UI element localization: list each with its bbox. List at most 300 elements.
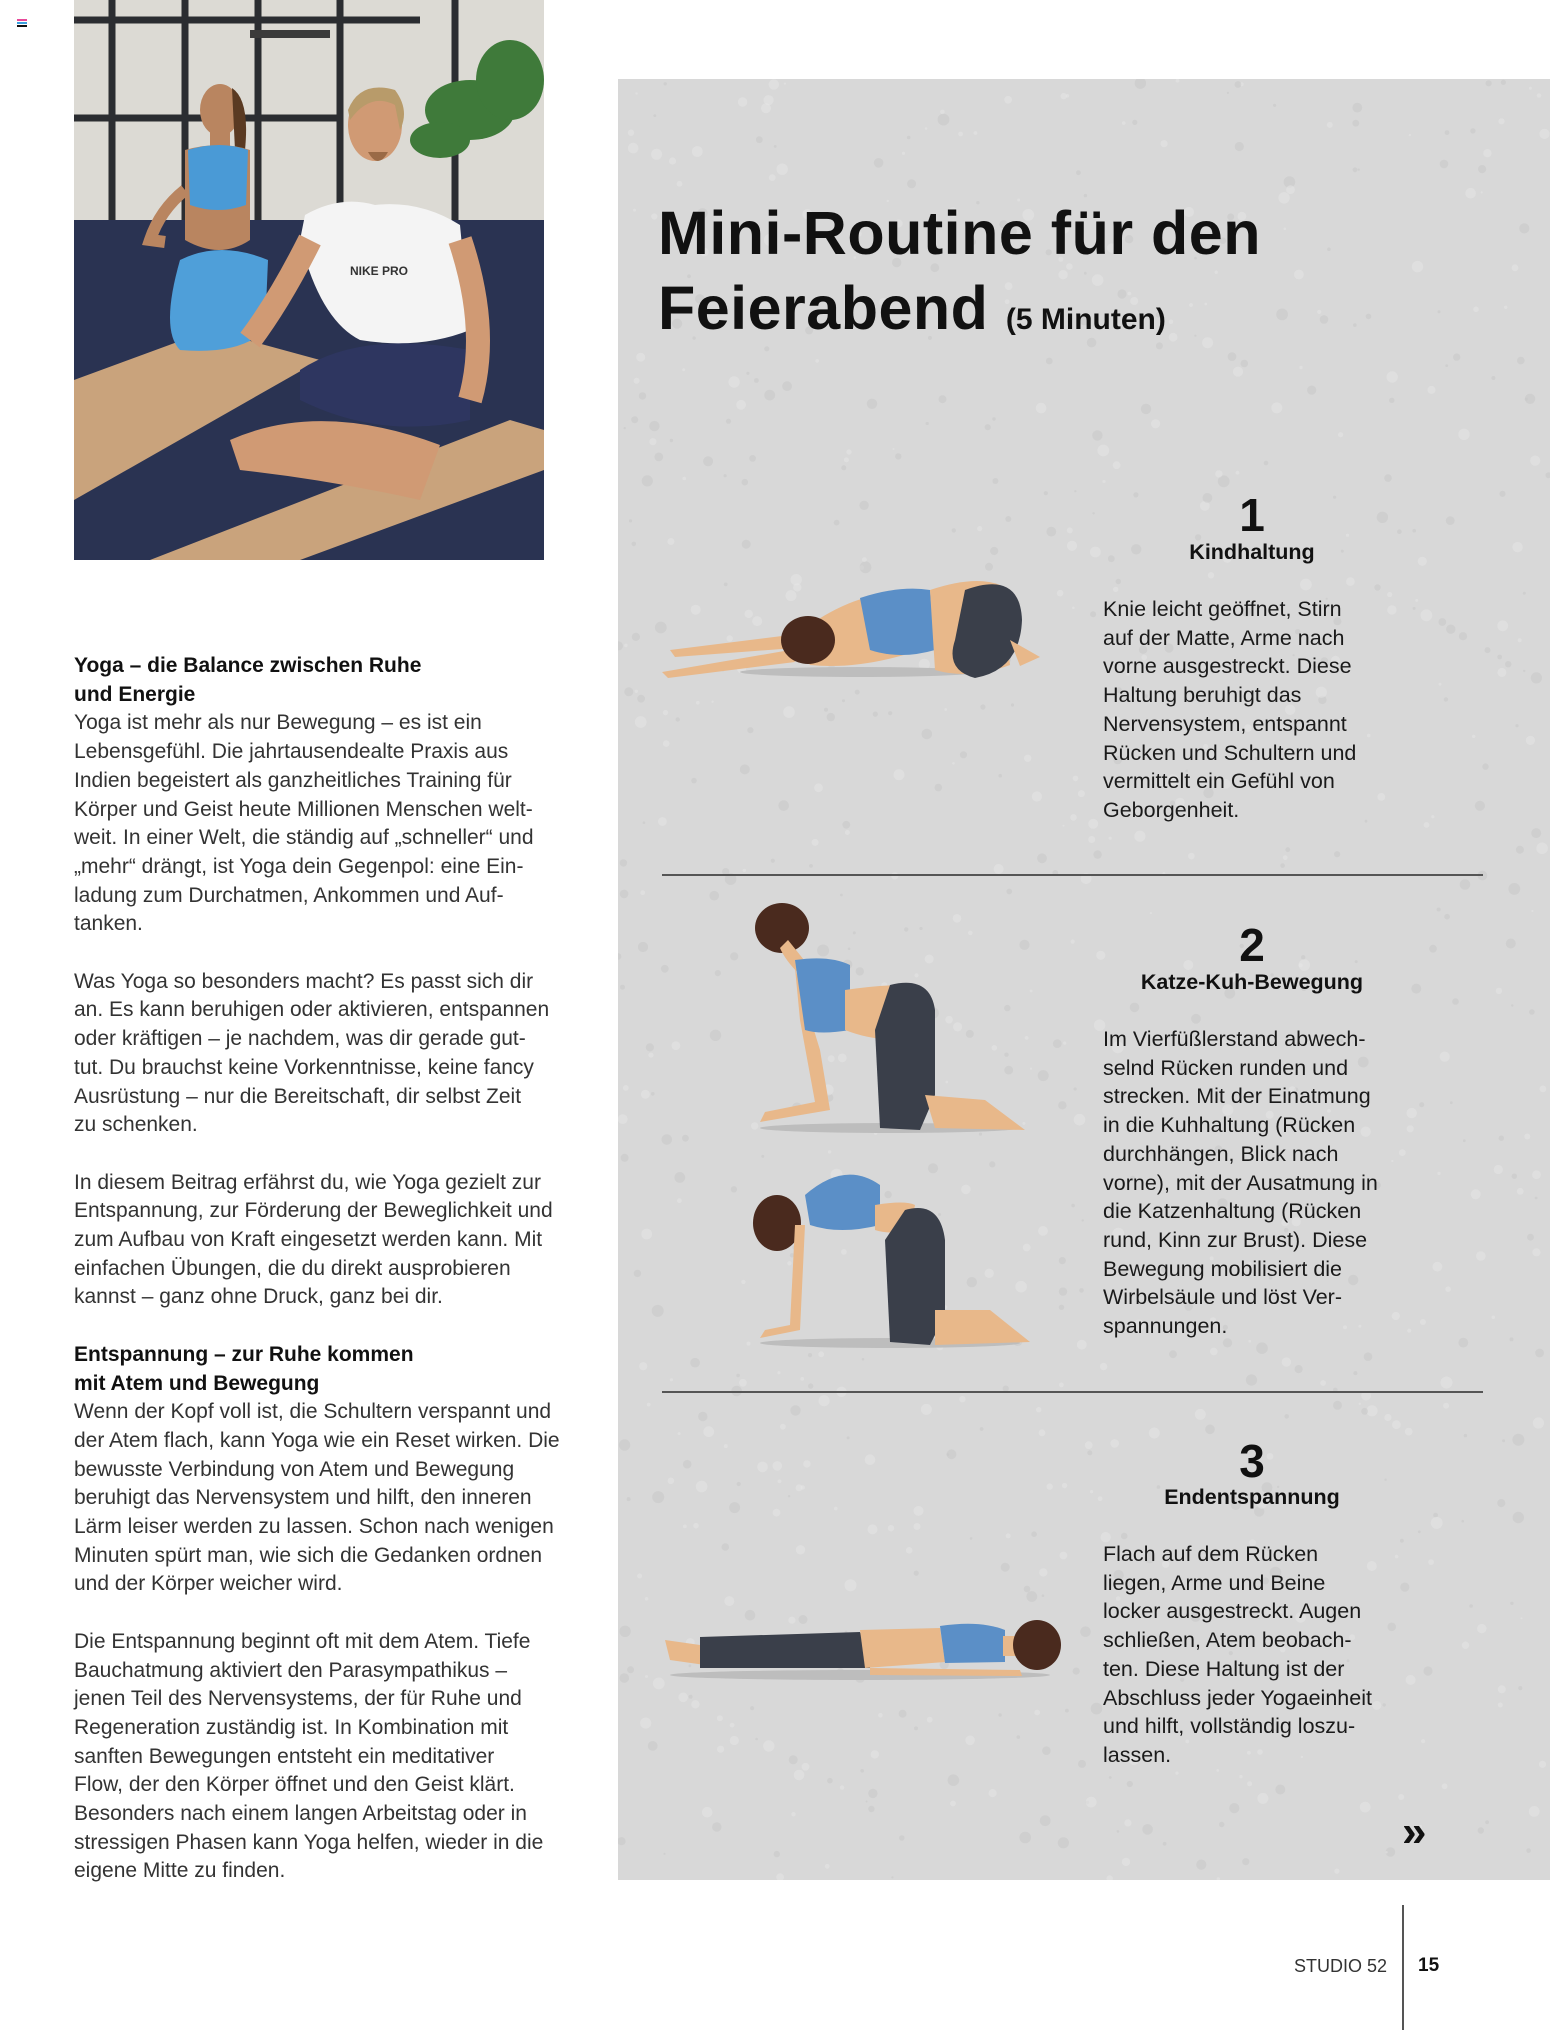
texture-speck: [774, 145, 777, 148]
texture-speck: [1067, 541, 1077, 551]
texture-speck: [678, 1693, 688, 1703]
next-page-chevron-icon[interactable]: »: [1402, 1807, 1427, 1856]
texture-speck: [1235, 142, 1244, 151]
texture-speck: [992, 478, 998, 484]
texture-speck: [730, 952, 738, 960]
texture-speck: [1418, 557, 1427, 566]
texture-speck: [1116, 579, 1121, 584]
texture-speck: [618, 1114, 628, 1124]
texture-speck: [1327, 247, 1331, 251]
text-line: In diesem Beitrag erfährst du, wie Yoga gezielt zur: [74, 1170, 541, 1194]
texture-speck: [968, 931, 973, 936]
texture-speck: [948, 1774, 960, 1786]
texture-speck: [709, 891, 719, 901]
texture-speck: [1100, 1363, 1107, 1370]
texture-speck: [752, 616, 762, 626]
text-line: selnd Rücken runden und: [1103, 1055, 1349, 1080]
texture-speck: [1241, 360, 1249, 368]
texture-speck: [1124, 1819, 1131, 1826]
texture-speck: [1498, 118, 1504, 124]
texture-speck: [1518, 638, 1522, 642]
texture-speck: [663, 740, 670, 747]
texture-speck: [980, 1427, 984, 1431]
texture-speck: [1361, 1408, 1368, 1415]
texture-speck: [783, 706, 795, 718]
text-line: bewusste Verbindung von Atem und Bewegung: [74, 1457, 515, 1481]
texture-speck: [1022, 1122, 1025, 1125]
texture-speck: [853, 931, 856, 934]
texture-speck: [722, 669, 725, 672]
texture-speck: [1034, 1710, 1040, 1716]
texture-speck: [834, 645, 837, 648]
texture-speck: [1395, 1555, 1399, 1559]
texture-speck: [985, 563, 993, 571]
text-line: Yoga ist mehr als nur Bewegung – es ist ein: [74, 711, 482, 735]
texture-speck: [1113, 587, 1118, 592]
texture-speck: [683, 477, 687, 481]
texture-speck: [1219, 1822, 1224, 1827]
texture-speck: [747, 727, 753, 733]
texture-speck: [778, 1479, 782, 1483]
texture-speck: [1078, 1760, 1086, 1768]
paragraph: [74, 968, 554, 1140]
texture-speck: [809, 864, 813, 868]
texture-speck: [633, 209, 636, 212]
texture-speck: [980, 704, 985, 709]
text-line: Regeneration zuständig ist. In Kombination mit: [74, 1715, 509, 1739]
text-line: eigene Mitte zu finden.: [74, 1859, 286, 1883]
texture-speck: [925, 955, 934, 964]
texture-speck: [1374, 584, 1380, 590]
texture-speck: [1444, 697, 1448, 701]
texture-speck: [628, 130, 634, 136]
texture-speck: [815, 359, 819, 363]
texture-speck: [620, 1673, 630, 1683]
texture-speck: [1004, 96, 1012, 104]
texture-speck: [1469, 1604, 1473, 1608]
texture-speck: [740, 764, 750, 774]
step-1-number: 1: [1239, 489, 1265, 541]
texture-speck: [899, 1835, 905, 1841]
texture-speck: [642, 475, 653, 486]
texture-speck: [1473, 307, 1479, 313]
texture-speck: [927, 1717, 933, 1723]
text-line: Flow, der den Körper öffnet und den Geist klärt.: [74, 1773, 515, 1797]
texture-speck: [690, 1358, 700, 1368]
texture-speck: [1462, 1642, 1469, 1649]
texture-speck: [1372, 1701, 1381, 1710]
texture-speck: [1090, 1490, 1093, 1493]
texture-speck: [639, 1362, 647, 1370]
texture-speck: [1510, 1337, 1514, 1341]
texture-speck: [1059, 1305, 1064, 1310]
texture-speck: [1389, 398, 1394, 403]
texture-speck: [777, 164, 788, 175]
texture-speck: [724, 1444, 728, 1448]
texture-speck: [1215, 470, 1222, 477]
texture-speck: [983, 1649, 992, 1658]
texture-speck: [1227, 92, 1229, 94]
texture-speck: [781, 1641, 788, 1648]
texture-speck: [1134, 831, 1145, 842]
texture-speck: [689, 1695, 693, 1699]
texture-speck: [855, 690, 860, 695]
texture-speck: [1135, 79, 1146, 89]
texture-speck: [1464, 1434, 1467, 1437]
texture-speck: [1024, 1586, 1031, 1593]
texture-speck: [1032, 791, 1042, 801]
texture-speck: [1090, 611, 1096, 617]
texture-speck: [627, 1497, 631, 1501]
texture-speck: [1421, 1739, 1425, 1743]
texture-speck: [1004, 1066, 1013, 1075]
texture-speck: [1286, 185, 1295, 194]
texture-speck: [1283, 855, 1288, 860]
section-heading-yoga-balance: [74, 652, 554, 709]
texture-speck: [1151, 419, 1160, 428]
texture-speck: [636, 353, 645, 362]
texture-speck: [668, 1647, 678, 1657]
texture-speck: [624, 427, 626, 429]
texture-speck: [1001, 1563, 1010, 1572]
texture-speck: [1320, 315, 1329, 324]
texture-speck: [945, 1016, 953, 1024]
text-line: Ausrüstung – nur die Bereitschaft, dir selbst Zeit: [74, 1084, 522, 1108]
text-line: sanften Bewegungen entsteht ein meditativer: [74, 1744, 495, 1768]
texture-speck: [691, 1700, 699, 1708]
texture-speck: [682, 1135, 689, 1142]
texture-speck: [940, 110, 945, 115]
texture-speck: [1001, 654, 1011, 664]
texture-speck: [1046, 358, 1053, 365]
texture-speck: [745, 1610, 756, 1621]
texture-speck: [841, 1249, 847, 1255]
texture-speck: [648, 1741, 658, 1751]
text-line: stressigen Phasen kann Yoga helfen, wieder in die: [74, 1830, 544, 1854]
texture-speck: [1499, 491, 1505, 497]
text-line: vermittelt ein Gefühl von: [1103, 769, 1335, 794]
texture-speck: [1387, 371, 1398, 382]
texture-speck: [1247, 1781, 1252, 1786]
text-line: einfachen Übungen, die du direkt ausprobieren: [74, 1256, 511, 1280]
texture-speck: [1407, 1329, 1411, 1333]
texture-speck: [1061, 93, 1067, 99]
texture-speck: [761, 1155, 764, 1158]
texture-speck: [1196, 1860, 1206, 1870]
text-line: rund, Kinn zur Brust). Diese: [1103, 1227, 1368, 1252]
page-number: 15: [1418, 1955, 1440, 1976]
texture-speck: [724, 1596, 734, 1606]
texture-speck: [1271, 402, 1282, 413]
texture-speck: [1512, 264, 1519, 271]
texture-speck: [845, 1631, 848, 1634]
text-line: Haltung beruhigt das: [1103, 683, 1302, 708]
texture-speck: [1365, 820, 1368, 823]
texture-speck: [1047, 1483, 1053, 1489]
texture-speck: [682, 368, 685, 371]
texture-speck: [651, 1092, 655, 1096]
texture-speck: [1023, 1244, 1031, 1252]
texture-speck: [1042, 1746, 1051, 1755]
texture-speck: [1006, 1533, 1011, 1538]
texture-speck: [825, 1864, 830, 1869]
text-line: Rücken und Schultern und: [1103, 740, 1357, 765]
texture-speck: [1030, 990, 1033, 993]
texture-speck: [1521, 1617, 1523, 1619]
texture-speck: [1031, 1531, 1037, 1537]
texture-speck: [1284, 228, 1287, 231]
texture-speck: [1512, 542, 1522, 552]
texture-speck: [1217, 1877, 1220, 1880]
texture-speck: [868, 1524, 878, 1534]
texture-speck: [1059, 1257, 1066, 1264]
texture-speck: [1385, 1851, 1387, 1853]
texture-speck: [1142, 1824, 1153, 1835]
texture-speck: [840, 894, 843, 897]
text-line: Minuten spürt man, wie sich die Gedanken ordnen: [74, 1543, 543, 1567]
texture-speck: [1087, 1450, 1092, 1455]
texture-speck: [1440, 160, 1449, 169]
text-line: durchhängen, Blick nach: [1103, 1141, 1339, 1166]
texture-speck: [756, 136, 763, 143]
texture-speck: [703, 1426, 714, 1437]
texture-speck: [703, 456, 713, 466]
texture-speck: [1280, 863, 1285, 868]
texture-speck: [1074, 1087, 1077, 1090]
texture-speck: [773, 1461, 783, 1471]
step-3-name: Endentspannung: [1164, 1485, 1340, 1509]
texture-speck: [1060, 1552, 1068, 1560]
texture-speck: [1458, 429, 1469, 440]
routine-title: [658, 196, 1261, 357]
texture-speck: [1294, 270, 1304, 280]
texture-speck: [1421, 609, 1433, 621]
texture-speck: [662, 1134, 673, 1145]
texture-speck: [737, 1482, 741, 1486]
texture-speck: [878, 1713, 883, 1718]
texture-speck: [802, 1763, 810, 1771]
texture-speck: [1327, 122, 1333, 128]
texture-speck: [627, 1666, 634, 1673]
texture-speck: [618, 1837, 626, 1845]
texture-speck: [1407, 1108, 1417, 1118]
texture-speck: [689, 1664, 692, 1667]
texture-speck: [1195, 1409, 1206, 1420]
texture-speck: [724, 474, 727, 477]
texture-speck: [940, 1660, 949, 1669]
texture-speck: [1046, 527, 1056, 537]
texture-speck: [710, 1030, 721, 1041]
text-line: Lebensgefühl. Die jahrtausendealte Praxis aus: [74, 740, 509, 764]
text-line: „mehr“ drängt, ist Yoga dein Gegenpol: eine Ein-: [74, 854, 524, 878]
texture-speck: [1428, 386, 1436, 394]
texture-speck: [1540, 1086, 1547, 1093]
text-line: an. Es kann beruhigen oder aktivieren, entspannen: [74, 998, 550, 1022]
texture-speck: [841, 465, 846, 470]
texture-speck: [919, 659, 930, 670]
text-line: liegen, Arme und Beine: [1103, 1570, 1326, 1595]
texture-speck: [1320, 1380, 1326, 1386]
texture-speck: [1080, 1626, 1091, 1637]
texture-speck: [874, 158, 884, 168]
texture-speck: [1475, 801, 1485, 811]
texture-speck: [1275, 1785, 1285, 1795]
texture-speck: [1333, 1401, 1342, 1410]
texture-speck: [778, 800, 789, 811]
texture-speck: [936, 1343, 944, 1351]
texture-speck: [1508, 883, 1520, 895]
texture-speck: [1013, 600, 1020, 607]
texture-speck: [620, 890, 629, 899]
paragraph: [74, 1169, 554, 1313]
texture-speck: [750, 1706, 754, 1710]
texture-speck: [751, 1213, 762, 1224]
texture-speck: [1191, 1014, 1201, 1024]
texture-speck: [799, 1615, 808, 1624]
texture-speck: [1491, 376, 1495, 380]
step-1-name: Kindhaltung: [1189, 540, 1315, 564]
texture-speck: [846, 449, 851, 454]
texture-speck: [1109, 837, 1112, 840]
texture-speck: [696, 701, 700, 705]
texture-speck: [730, 1723, 735, 1728]
texture-speck: [960, 751, 967, 758]
texture-speck: [1039, 1646, 1047, 1654]
text-line: Abschluss jeder Yogaeinheit: [1103, 1685, 1372, 1710]
texture-speck: [1428, 1559, 1434, 1565]
text-line: Wirbelsäule und löst Ver-: [1103, 1285, 1342, 1310]
texture-speck: [1091, 1703, 1103, 1715]
text-line: Im Vierfüßlerstand abwech-: [1103, 1027, 1366, 1051]
texture-speck: [1446, 516, 1455, 525]
texture-speck: [618, 953, 621, 960]
texture-speck: [884, 1191, 891, 1198]
texture-speck: [925, 127, 928, 130]
texture-speck: [730, 1736, 739, 1745]
texture-speck: [906, 1547, 913, 1554]
texture-speck: [1122, 1858, 1130, 1866]
texture-speck: [990, 547, 998, 555]
texture-speck: [1423, 1666, 1432, 1675]
texture-speck: [1242, 1858, 1249, 1865]
texture-speck: [908, 1262, 911, 1265]
texture-speck: [780, 1424, 786, 1430]
texture-speck: [1077, 1340, 1087, 1350]
texture-speck: [834, 1507, 838, 1511]
texture-speck: [1176, 79, 1180, 83]
texture-speck: [641, 1229, 652, 1240]
texture-speck: [737, 664, 746, 673]
texture-speck: [920, 1005, 923, 1008]
step-divider: [662, 1391, 1483, 1393]
texture-speck: [828, 1055, 835, 1062]
text-line: strecken. Mit der Einatmung: [1103, 1084, 1371, 1109]
paragraph: [74, 709, 554, 939]
texture-speck: [1004, 1053, 1008, 1057]
texture-speck: [664, 82, 667, 85]
texture-speck: [1109, 1776, 1112, 1779]
texture-speck: [1034, 1632, 1040, 1638]
texture-speck: [1030, 1068, 1032, 1070]
texture-speck: [1532, 1170, 1541, 1179]
title-line-1: Mini-Routine für den: [658, 199, 1261, 267]
texture-speck: [776, 1674, 780, 1678]
texture-speck: [670, 1378, 673, 1381]
texture-speck: [1387, 605, 1396, 614]
texture-speck: [827, 1778, 833, 1784]
texture-speck: [1276, 309, 1288, 321]
texture-speck: [1463, 1139, 1466, 1142]
texture-speck: [1498, 1685, 1506, 1693]
texture-speck: [868, 1789, 877, 1798]
texture-speck: [1121, 1533, 1128, 1540]
texture-speck: [827, 713, 835, 721]
texture-speck: [989, 1161, 995, 1167]
texture-speck: [1085, 1441, 1093, 1449]
texture-speck: [1039, 1429, 1046, 1436]
texture-speck: [632, 542, 637, 547]
texture-speck: [1523, 670, 1525, 672]
texture-speck: [1295, 1365, 1303, 1373]
texture-speck: [1070, 814, 1077, 821]
texture-speck: [1433, 1513, 1438, 1518]
texture-speck: [1057, 590, 1064, 597]
texture-speck: [1529, 1009, 1535, 1015]
texture-speck: [802, 1027, 807, 1032]
texture-speck: [985, 424, 991, 430]
texture-speck: [639, 392, 646, 399]
text-line: und der Körper weicher wird.: [74, 1572, 343, 1596]
texture-speck: [1433, 1262, 1443, 1272]
texture-speck: [793, 583, 801, 591]
texture-speck: [1071, 1204, 1075, 1208]
texture-speck: [771, 859, 775, 863]
texture-speck: [669, 157, 676, 164]
texture-speck: [647, 1403, 651, 1407]
texture-speck: [637, 1574, 642, 1579]
texture-speck: [1026, 1591, 1037, 1602]
texture-speck: [763, 1740, 774, 1751]
texture-speck: [1391, 1160, 1393, 1162]
texture-speck: [894, 1003, 903, 1012]
texture-speck: [844, 457, 849, 462]
texture-speck: [1334, 1869, 1339, 1874]
texture-speck: [1366, 314, 1372, 320]
texture-speck: [1441, 1377, 1453, 1389]
texture-speck: [922, 729, 933, 740]
text-line: beruhigt das Nervensystem und hilft, den inneren: [74, 1486, 532, 1510]
texture-speck: [649, 421, 659, 431]
texture-speck: [1256, 1342, 1268, 1354]
texture-speck: [678, 1432, 681, 1435]
texture-speck: [817, 945, 829, 957]
paragraph: [74, 1628, 554, 1886]
texture-speck: [1067, 527, 1073, 533]
article-column: [74, 652, 560, 1886]
texture-speck: [944, 1305, 948, 1309]
texture-speck: [686, 1638, 695, 1647]
texture-speck: [649, 438, 656, 445]
texture-speck: [672, 1041, 681, 1050]
texture-speck: [914, 973, 918, 977]
step-divider: [662, 874, 1483, 876]
texture-speck: [1352, 103, 1362, 113]
text-line: die Katzenhaltung (Rücken: [1103, 1199, 1362, 1224]
texture-speck: [1059, 1287, 1067, 1295]
texture-speck: [914, 1506, 924, 1516]
texture-speck: [670, 439, 673, 442]
texture-speck: [1418, 1530, 1421, 1533]
